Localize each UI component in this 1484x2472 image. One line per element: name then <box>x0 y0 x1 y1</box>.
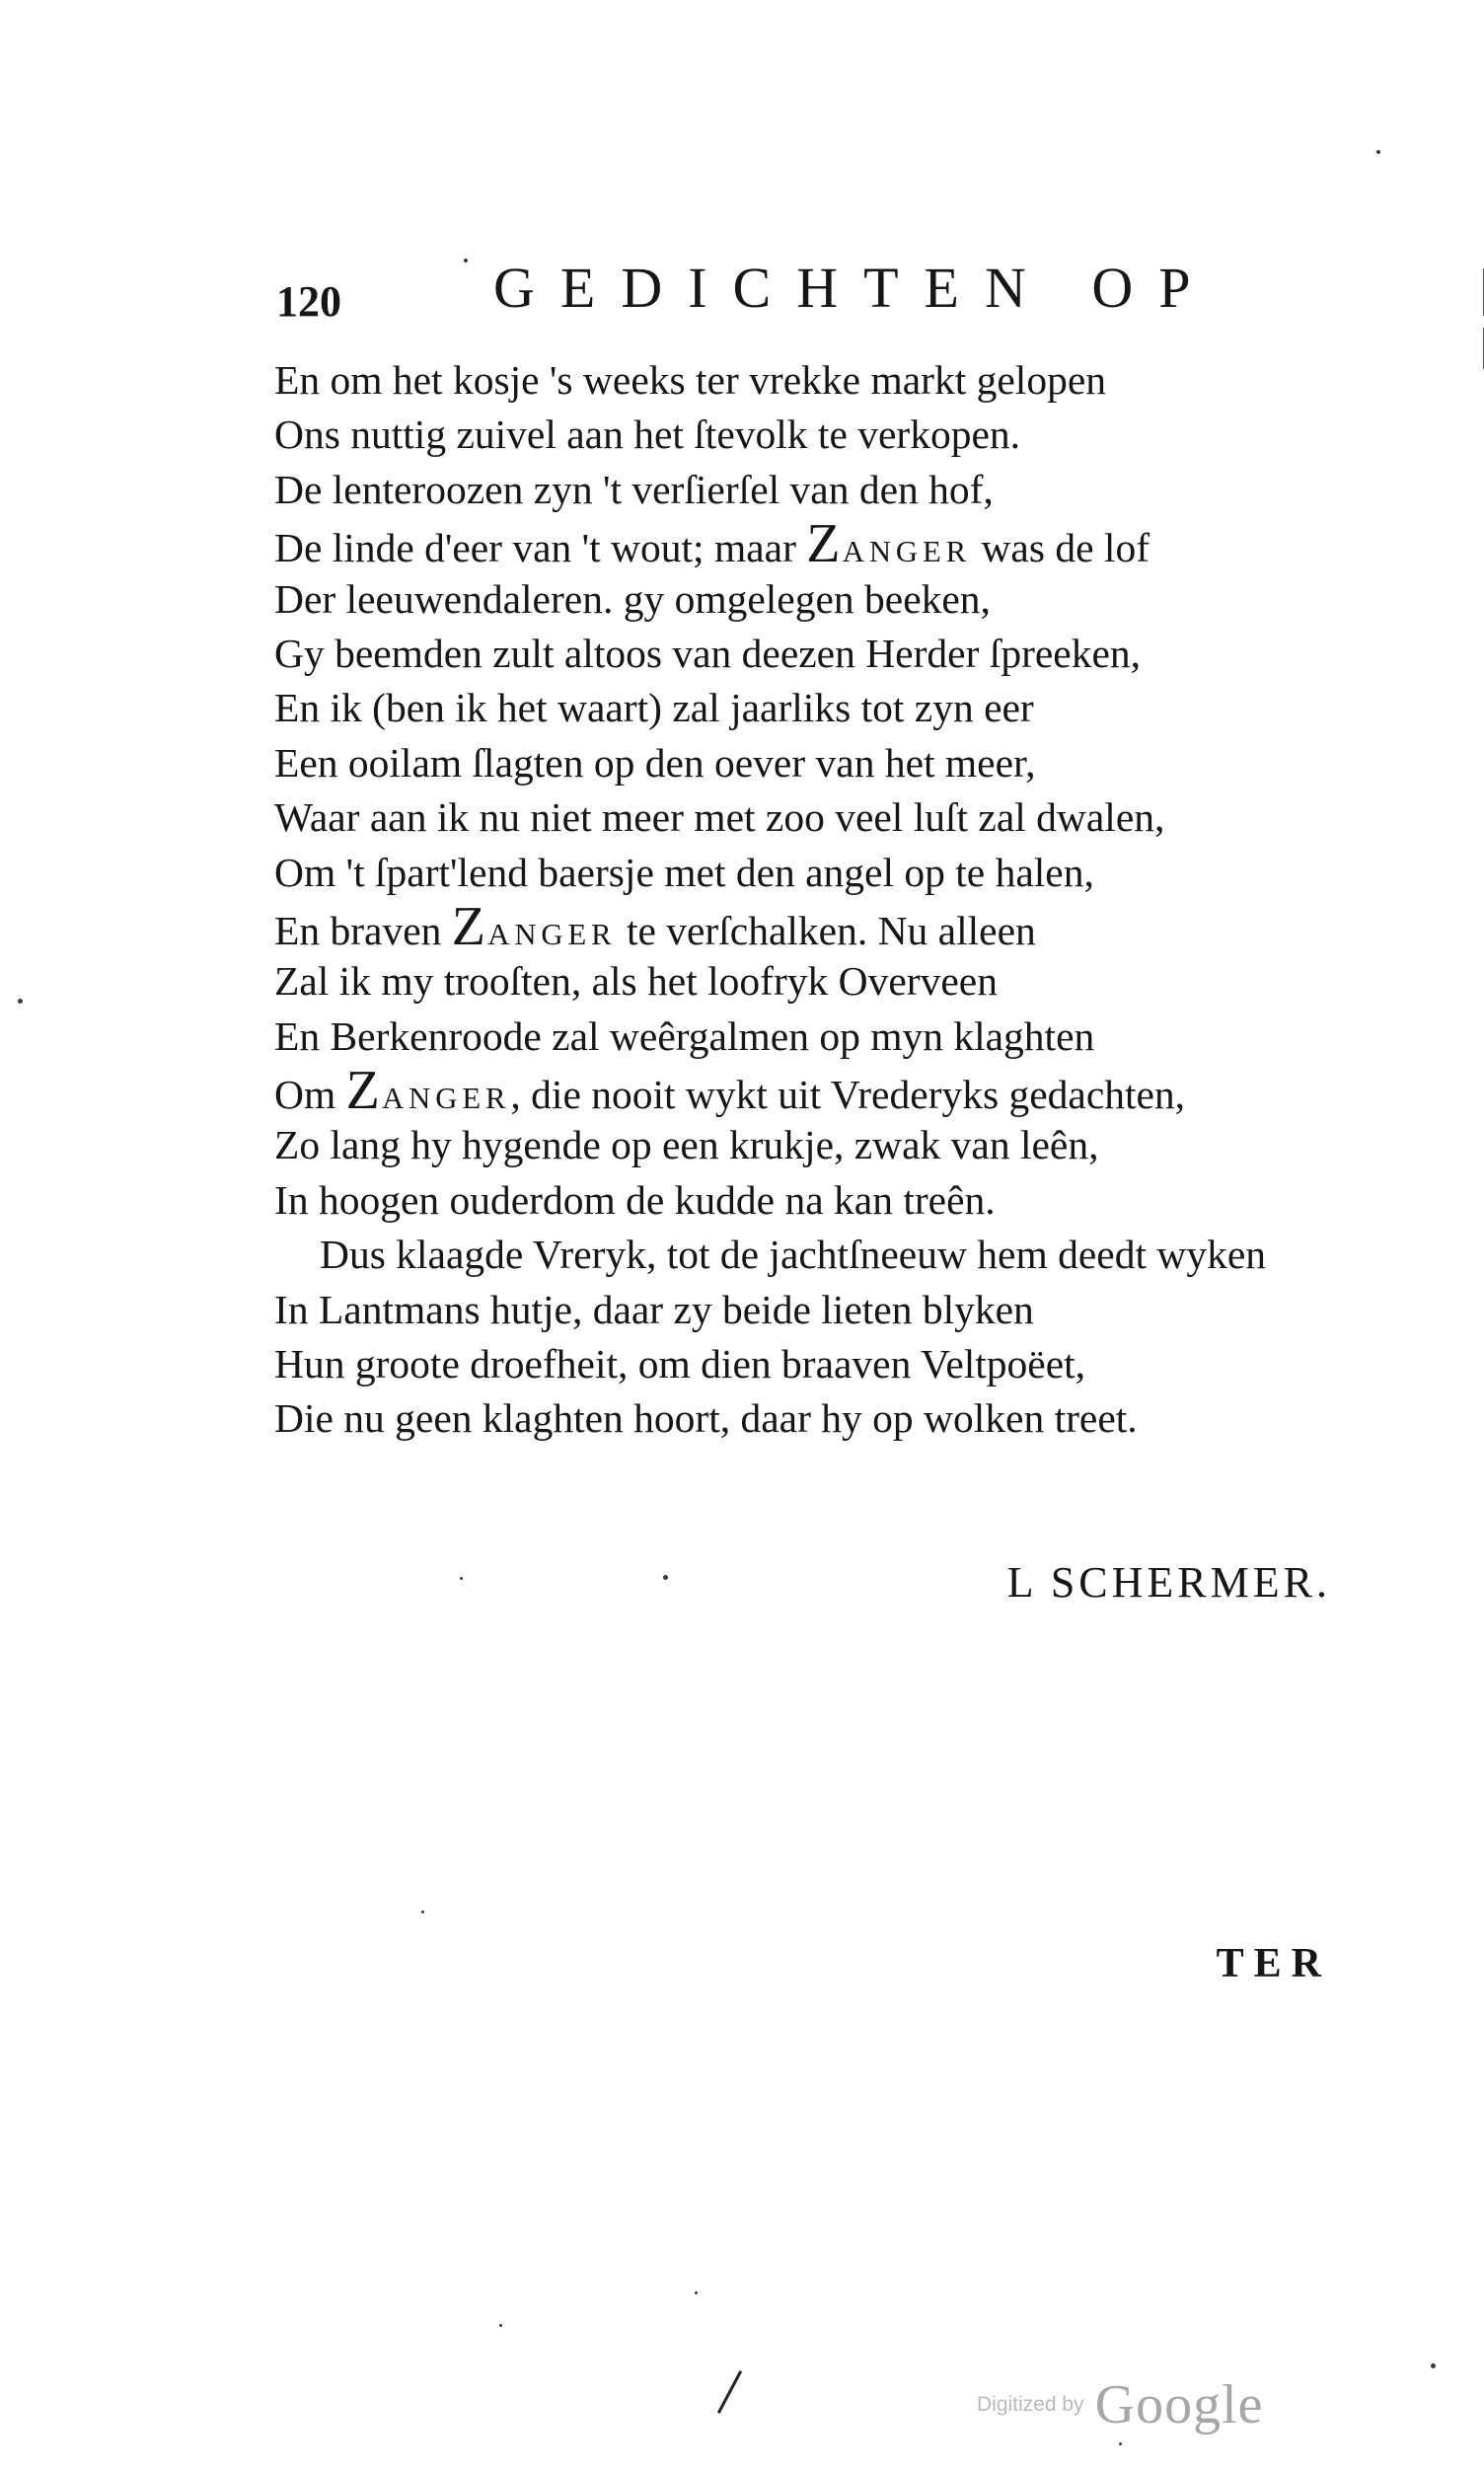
poem-line: En Berkenroode zal weêrgalmen op myn klaghten <box>274 1012 1095 1059</box>
poem-line <box>274 513 1340 575</box>
ink-speck <box>695 2291 698 2294</box>
poem-line: Der leeuwendaleren. gy omgelegen beeken, <box>274 575 991 622</box>
page-header-title: GEDICHTEN OP <box>493 256 1217 320</box>
poem-line: Zal ik my trooſten, als het loofryk Overveen <box>274 958 998 1005</box>
poem-line: Waar aan ik nu niet meer met zoo veel luſt zal dwalen, <box>274 794 1165 841</box>
page-number: 120 <box>276 277 341 326</box>
poem-line: Gy beemden zult altoos van deezen Herder ſpreeken, <box>274 630 1142 676</box>
poem-line: Een ooilam ſlagten op den oever van het meer, <box>274 739 1036 786</box>
poem-line: Hun groote droefheit, om dien braaven Veltpoëet, <box>274 1341 1086 1387</box>
poem-body <box>274 353 1340 1447</box>
name-smallcaps: ANGER <box>487 917 617 951</box>
line-text: , die nooit wykt uit Vrederyks gedachten, <box>510 1072 1186 1118</box>
ink-speck <box>1119 2442 1122 2445</box>
ink-speck <box>421 1910 424 1913</box>
poem-line <box>274 895 1340 957</box>
poem-line: En om het kosje 's weeks ter vrekke markt gelopen <box>274 357 1106 403</box>
ink-speck <box>18 999 23 1004</box>
ink-speck <box>663 1575 668 1580</box>
ink-speck <box>1431 2363 1436 2368</box>
poem-line: In hoogen ouderdom de kudde na kan treên. <box>274 1176 996 1223</box>
poem-line: De lenteroozen zyn 't verſierſel van den hof, <box>274 466 994 512</box>
line-text: En braven <box>274 907 452 953</box>
google-logo: Google <box>1094 2374 1264 2435</box>
poem-line: Dus klaagde Vreryk, tot de jachtſneeuw hem deedt wyken <box>320 1232 1266 1278</box>
author-signature: L SCHERMER. <box>1006 1558 1331 1607</box>
line-text: te verſchalken. Nu alleen <box>616 907 1036 953</box>
name-smallcaps: ANGER <box>382 1082 511 1116</box>
poem-line: In Lantmans hutje, daar zy beide lieten blyken <box>274 1286 1034 1332</box>
watermark-prefix: Digitized by <box>977 2393 1084 2416</box>
poem-line <box>274 1060 1340 1122</box>
poem-line: Zo lang hy hygende op een krukje, zwak van leên, <box>274 1122 1099 1168</box>
ink-speck <box>460 1577 463 1580</box>
name-cap: Z <box>451 895 488 957</box>
poem-line: Ons nuttig zuivel aan het ſtevolk te verkopen. <box>274 412 1021 458</box>
name-cap: Z <box>345 1060 383 1122</box>
poem-line: En ik (ben ik het waart) zal jaarliks tot zyn eer <box>274 685 1034 731</box>
name-cap: Z <box>806 513 843 575</box>
digitization-watermark <box>977 2373 1264 2436</box>
line-text: De linde d'eer van 't wout; maar <box>274 525 807 571</box>
line-text: Om <box>274 1072 346 1118</box>
name-smallcaps: ANGER <box>842 535 972 569</box>
poem-line: Om 't ſpart'lend baersje met den angel op te halen, <box>274 849 1094 895</box>
ink-speck <box>464 259 468 262</box>
running-head <box>266 255 1362 324</box>
line-text: was de lof <box>971 525 1150 571</box>
pen-stroke-mark <box>717 2370 742 2414</box>
ink-speck <box>1376 150 1380 154</box>
catchword: TER <box>1216 1941 1331 1986</box>
ink-speck <box>499 2324 502 2327</box>
poem-line: Die nu geen klaghten hoort, daar hy op wolken treet. <box>274 1395 1138 1442</box>
